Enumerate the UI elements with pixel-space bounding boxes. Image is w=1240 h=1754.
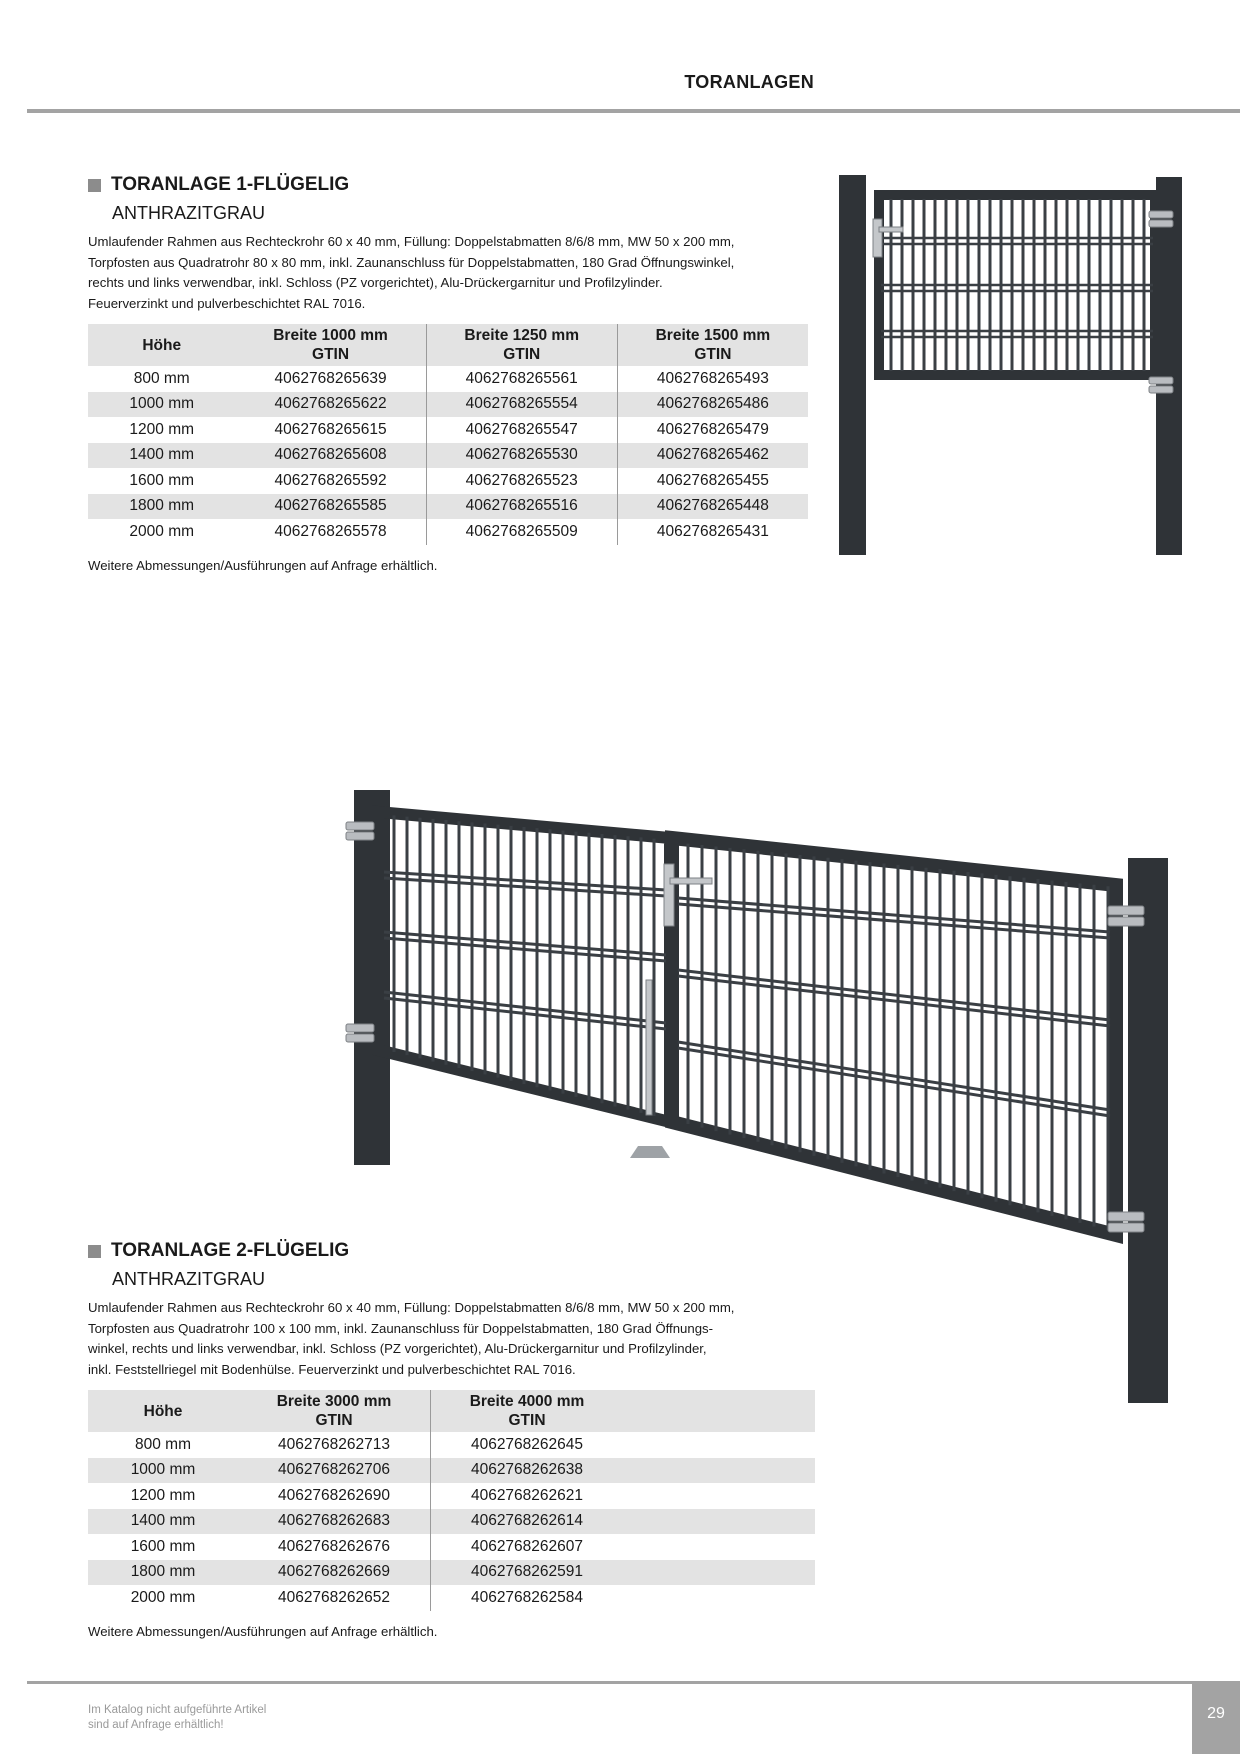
table-row: 1000 mm 4062768265622 4062768265554 4062768265486 bbox=[88, 392, 808, 418]
section-title: TORANLAGE 2-FLÜGELIG bbox=[111, 1240, 350, 1261]
section-double-leaf-gate bbox=[88, 1238, 808, 1639]
gtin-table bbox=[88, 1390, 815, 1611]
footer-divider bbox=[27, 1681, 1192, 1684]
column-header-width: Breite 1250 mm GTIN bbox=[426, 324, 617, 366]
table-row: 1600 mm 4062768262676 4062768262607 bbox=[88, 1534, 815, 1560]
table-row: 800 mm 4062768265639 4062768265561 4062768265493 bbox=[88, 366, 808, 392]
table-row: 1000 mm 4062768262706 4062768262638 bbox=[88, 1458, 815, 1484]
table-row: 1400 mm 4062768265608 4062768265530 4062768265462 bbox=[88, 443, 808, 469]
section-title: TORANLAGE 1-FLÜGELIG bbox=[111, 174, 350, 195]
table-row: 2000 mm 4062768265578 4062768265509 4062768265431 bbox=[88, 519, 808, 545]
section-subtitle: ANTHRAZITGRAU bbox=[112, 203, 265, 223]
table-row: 1200 mm 4062768265615 4062768265547 4062768265479 bbox=[88, 417, 808, 443]
section-subtitle: ANTHRAZITGRAU bbox=[112, 1269, 265, 1289]
column-header-width: Breite 1500 mm GTIN bbox=[617, 324, 808, 366]
gtin-table bbox=[88, 324, 808, 545]
column-header-height: Höhe bbox=[88, 1390, 238, 1432]
table-row: 1400 mm 4062768262683 4062768262614 bbox=[88, 1509, 815, 1535]
page-number: 29 bbox=[1192, 1681, 1240, 1754]
table-row: 800 mm 4062768262713 4062768262645 bbox=[88, 1432, 815, 1458]
section-single-leaf-gate bbox=[88, 172, 808, 573]
table-row: 1800 mm 4062768262669 4062768262591 bbox=[88, 1560, 815, 1586]
column-header-width: Breite 1000 mm GTIN bbox=[235, 324, 426, 366]
table-row: 1800 mm 4062768265585 4062768265516 4062768265448 bbox=[88, 494, 808, 520]
product-description: Umlaufender Rahmen aus Rechteckrohr 60 x 40 mm, Füllung: Doppelstabmatten 8/6/8 mm, MW 50 x 200 mm, Torpfosten aus Quadratrohr 80 x 80 mm, inkl. Zaunanschluss für Doppelstabmatten, 180 Grad Öffnungswinkel, rechts und links verwendbar, inkl. Schloss (PZ vorgerichtet), Alu-Drückergarnitur und Profilzylinder. Feuerverzinkt und pulverbeschichtet RAL 7016. bbox=[88, 234, 735, 311]
single-leaf-gate-image bbox=[835, 165, 1195, 560]
table-row: 1600 mm 4062768265592 4062768265523 4062768265455 bbox=[88, 468, 808, 494]
table-row: 1200 mm 4062768262690 4062768262621 bbox=[88, 1483, 815, 1509]
column-header-width: Breite 3000 mm GTIN bbox=[238, 1390, 431, 1432]
section-marker-square bbox=[88, 1245, 101, 1258]
page-header-title: TORANLAGEN bbox=[684, 72, 814, 92]
table-row: 2000 mm 4062768262652 4062768262584 bbox=[88, 1585, 815, 1611]
column-header-height: Höhe bbox=[88, 324, 235, 366]
footer-note: Im Katalog nicht aufgeführte Artikel sind auf Anfrage erhältlich! bbox=[88, 1704, 267, 1731]
product-description: Umlaufender Rahmen aus Rechteckrohr 60 x 40 mm, Füllung: Doppelstabmatten 8/6/8 mm, MW 50 x 200 mm, Torpfosten aus Quadratrohr 100 x 100 mm, inkl. Zaunanschluss für Doppelstabmatten, 180 Grad Öffnungs- winkel, rechts und links verwendbar, inkl. Schloss (PZ vorgerichtet), Alu-Drückergarnitur und Profilzylinder, inkl. Feststellriegel mit Bodenhülse. Feuerverzinkt und pulverbeschichtet RAL 7016. bbox=[88, 1300, 735, 1377]
availability-note: Weitere Abmessungen/Ausführungen auf Anfrage erhältlich. bbox=[88, 1623, 438, 1639]
section-marker-square bbox=[88, 179, 101, 192]
column-header-width: Breite 4000 mm GTIN bbox=[431, 1390, 624, 1432]
header-divider bbox=[27, 109, 1240, 113]
availability-note: Weitere Abmessungen/Ausführungen auf Anfrage erhältlich. bbox=[88, 557, 438, 573]
